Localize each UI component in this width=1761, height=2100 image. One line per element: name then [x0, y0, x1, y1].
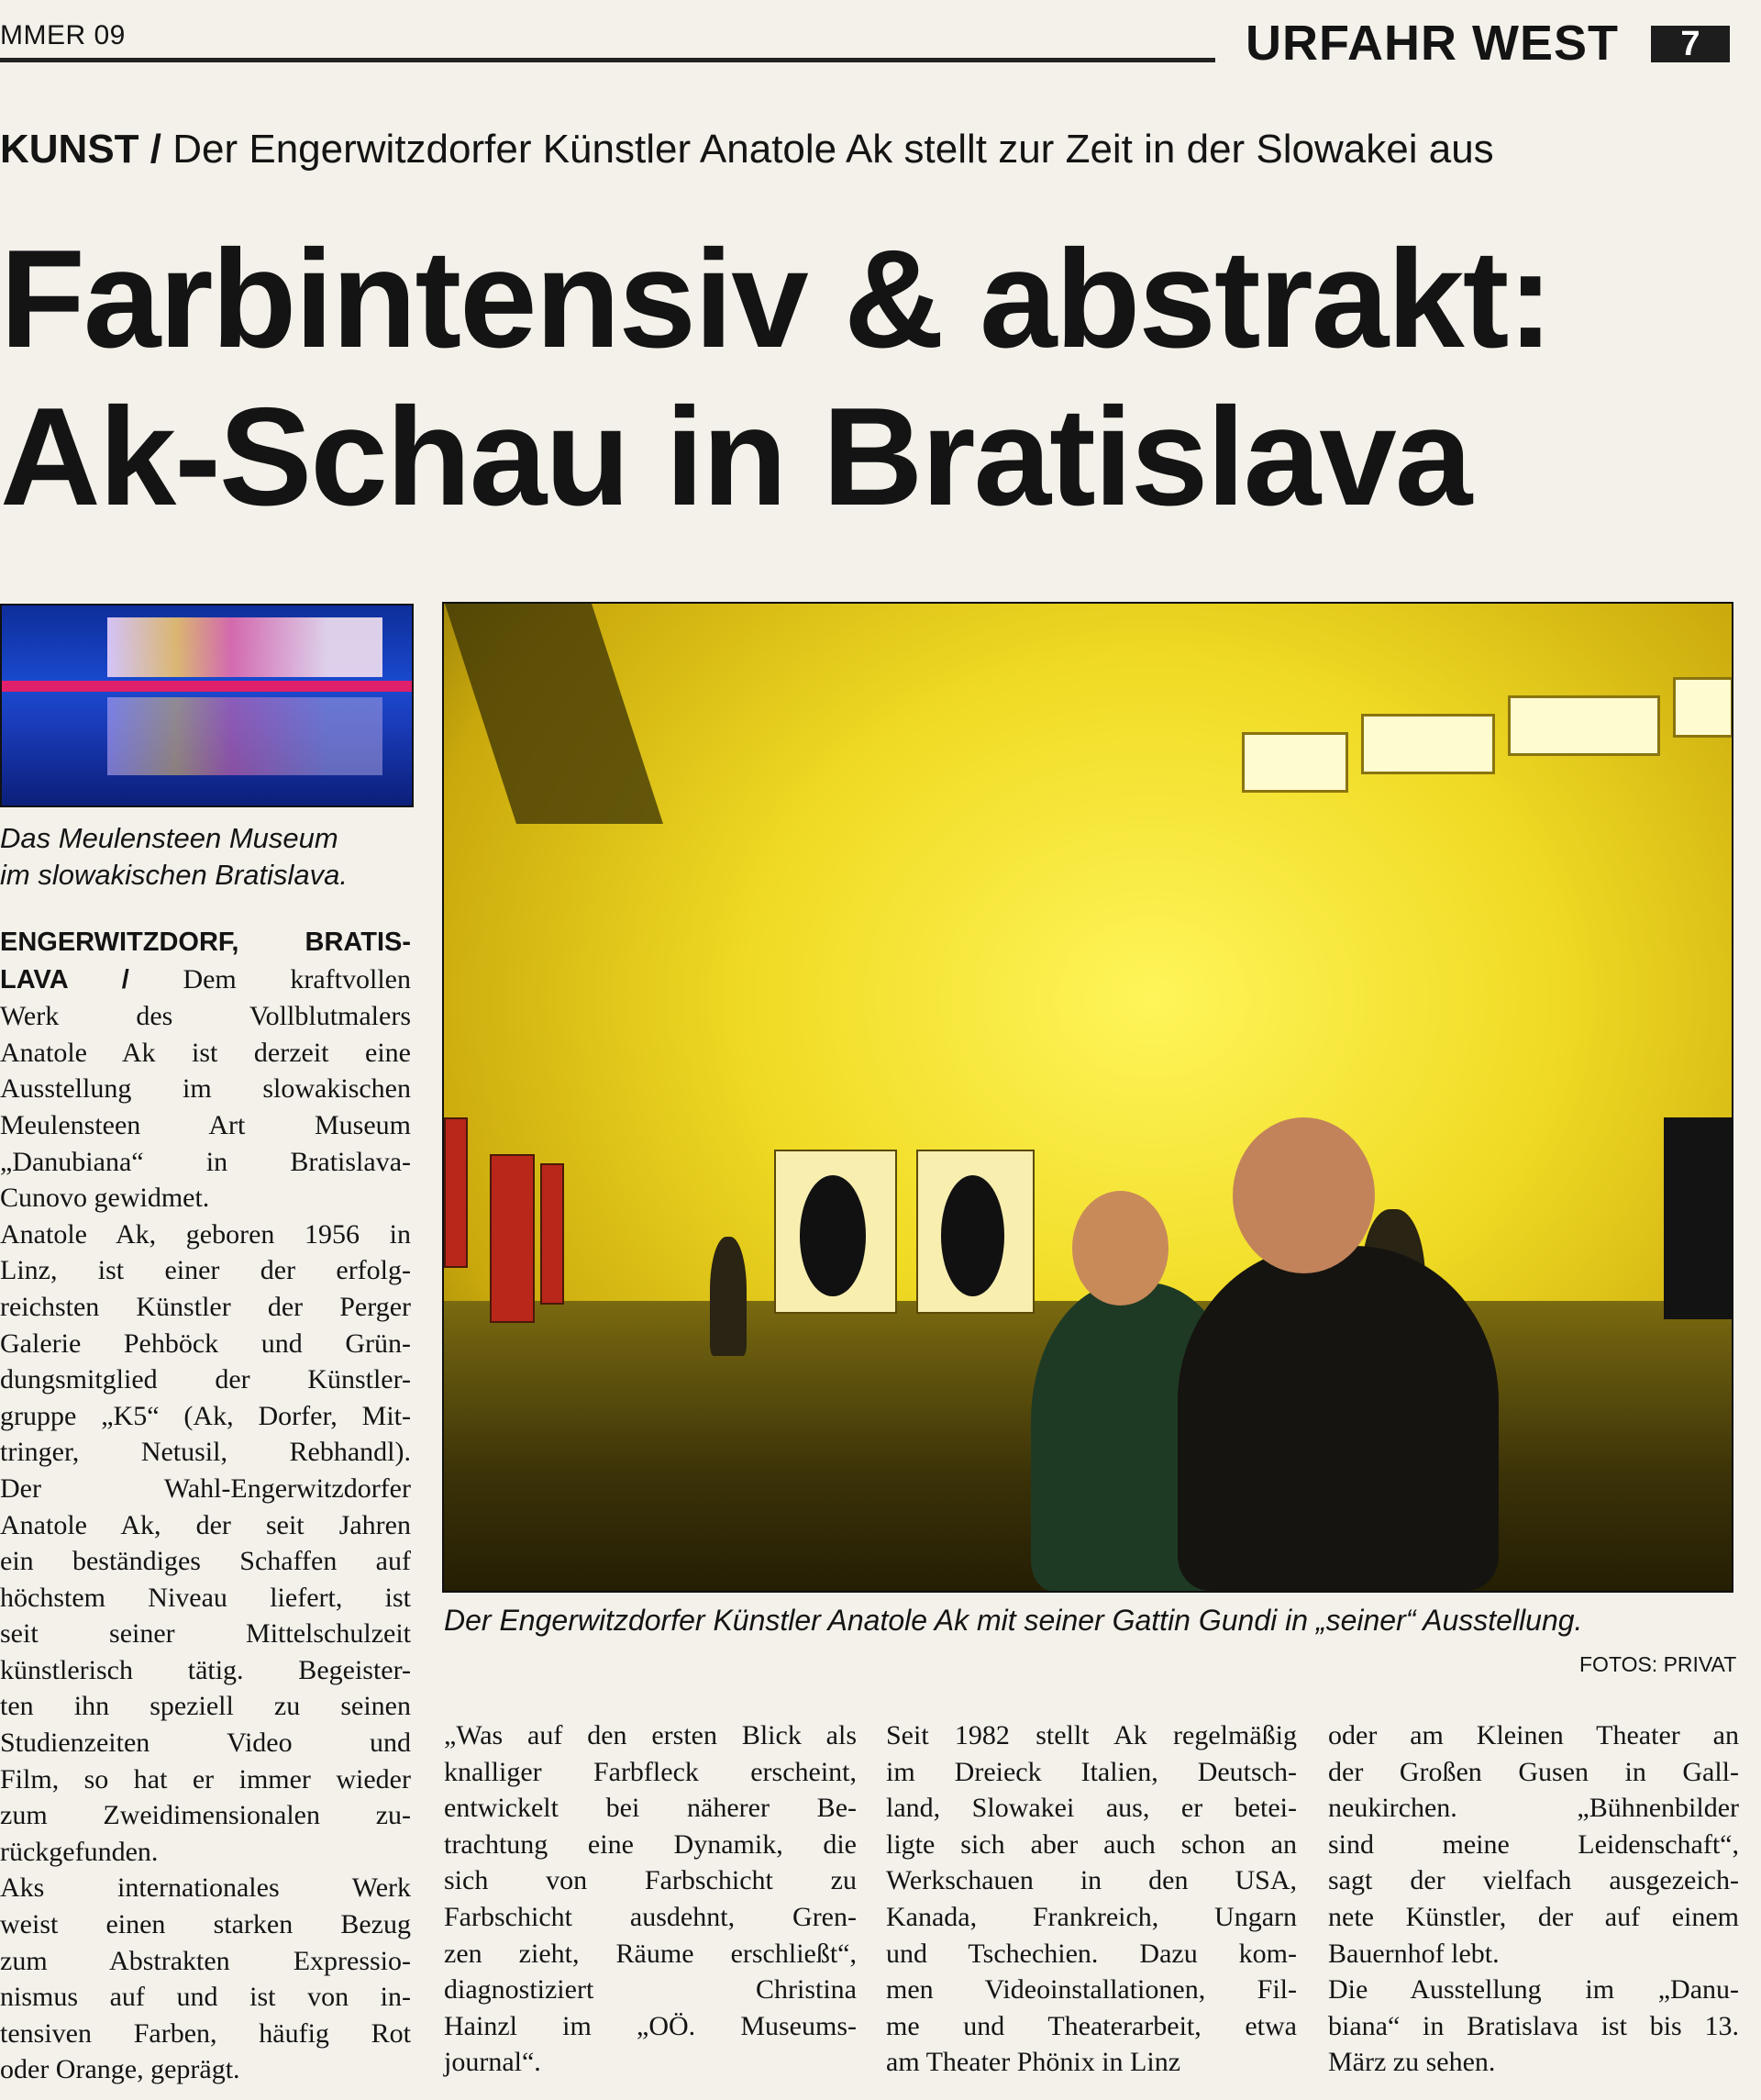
article-line: Seit 1982 stellt Ak regelmäßig [886, 1720, 1297, 1750]
article-line: ligte sich aber auch schon an [886, 1828, 1297, 1860]
kicker-label: KUNST / [0, 127, 161, 172]
article-line: Werkschauen in den USA, [886, 1865, 1297, 1896]
man-figure [1178, 1246, 1499, 1591]
headline [0, 220, 1552, 536]
article-line: land, Slowakei aus, er betei- [886, 1793, 1297, 1824]
article-line: Hainzl im „OÖ. Museums- [444, 2010, 857, 2041]
article-line: „Was auf den ersten Blick als [444, 1720, 857, 1750]
article-line: Werk des Vollblutmalers [0, 1001, 411, 1032]
man-head [1233, 1117, 1375, 1273]
article-line: Bauernhof lebt. [1328, 1938, 1500, 1969]
article-line: rückgefunden. [0, 1836, 159, 1867]
ceiling-beam [445, 604, 663, 824]
article-line: oder Orange, geprägt. [0, 2054, 240, 2085]
article-line: sich von Farbschicht zu [444, 1865, 857, 1896]
article-line: Der Wahl-Engerwitzdorfer [0, 1472, 411, 1504]
article-line: ten ihn speziell zu seinen [0, 1691, 411, 1722]
article-line: neukirchen. „Bühnenbilder [1328, 1793, 1739, 1824]
kicker-text: Der Engerwitzdorfer Künstler Anatole Ak stellt zur Zeit in der Slowakei aus [172, 127, 1494, 172]
bleed-through-text [459, 183, 844, 220]
museum-caption-line-2: im slowakischen Bratislava. [0, 859, 349, 891]
article-line: zen zieht, Räume erschließt“, [444, 1938, 857, 1969]
article-line: gruppe „K5“ (Ak, Dorfer, Mit- [0, 1400, 411, 1431]
museum-red-bar [2, 681, 412, 692]
article-line: diagnostiziert Christina [444, 1974, 857, 2006]
article-line: Aks internationales Werk [0, 1872, 411, 1904]
article-line: journal“. [444, 2047, 541, 2078]
article-line: biana“ in Bratislava ist bis 13. [1328, 2010, 1739, 2041]
kicker [0, 127, 1494, 172]
red-painting [490, 1154, 535, 1323]
article-line: weist einen starken Bezug [0, 1909, 411, 1940]
article-line: Anatole Ak, der seit Jahren [0, 1509, 411, 1540]
article-line: und Tschechien. Dazu kom- [886, 1938, 1297, 1969]
article-line: men Videoinstallationen, Fil- [886, 1974, 1297, 2006]
article-line: zum Zweidimensionalen zu- [0, 1800, 411, 1831]
abstract-painting [916, 1150, 1035, 1314]
article-line: im Dreieck Italien, Deutsch- [886, 1756, 1297, 1787]
article-line: Kanada, Frankreich, Ungarn [886, 1901, 1297, 1932]
article-line: Film, so hat er immer wieder [0, 1763, 411, 1794]
article-line: Studienzeiten Video und [0, 1728, 411, 1759]
article-line: höchstem Niveau liefert, ist [0, 1582, 411, 1613]
article-column-4 [1328, 1717, 1739, 2081]
article-line: knalliger Farbfleck erscheint, [444, 1756, 857, 1787]
gallery-window [1673, 677, 1733, 738]
article-line: tringer, Netusil, Rebhandl). [0, 1437, 411, 1468]
page-number: 7 [1651, 26, 1730, 62]
gallery-caption: Der Engerwitzdorfer Künstler Anatole Ak mit seiner Gattin Gundi in „seiner“ Ausstellung. [444, 1604, 1583, 1637]
issue-date-fragment: MMER 09 [0, 20, 126, 50]
article-line: me und Theaterarbeit, etwa [886, 2010, 1297, 2041]
gallery-window [1508, 695, 1660, 756]
article-line: März zu sehen. [1328, 2047, 1496, 2078]
headline-line-1: Farbintensiv & abstrakt: [0, 221, 1552, 377]
article-column-3 [886, 1717, 1297, 2081]
article-line: tensiven Farben, häufig Rot [0, 2017, 411, 2049]
article-line: dungsmitglied der Künstler- [0, 1364, 411, 1395]
article-column-2 [444, 1717, 857, 2081]
article-line: oder am Kleinen Theater an [1328, 1720, 1739, 1750]
article-line: zum Abstrakten Expressio- [0, 1945, 411, 1976]
red-painting [444, 1117, 468, 1268]
visitor-silhouette [710, 1237, 747, 1356]
museum-photo [0, 604, 414, 807]
article-line: trachtung eine Dynamik, die [444, 1828, 857, 1860]
article-line: ein beständiges Schaffen auf [0, 1546, 411, 1577]
article-line: Meulensteen Art Museum [0, 1109, 411, 1140]
article-line: nismus auf und ist von in- [0, 1982, 411, 2013]
article-line: „Danubiana“ in Bratislava- [0, 1146, 411, 1177]
article-line: Farbschicht ausdehnt, Gren- [444, 1901, 857, 1932]
article-line: sagt der vielfach ausgezeich- [1328, 1865, 1739, 1896]
museum-caption-line-1: Das Meulensteen Museum [0, 822, 338, 854]
article-line: ENGERWITZDORF, BRATIS- [0, 928, 411, 957]
museum-reflection [107, 697, 382, 775]
gallery-window [1361, 714, 1495, 774]
article-line: am Theater Phönix in Linz [886, 2047, 1181, 2078]
article-line: sind meine Leidenschaft“, [1328, 1828, 1739, 1860]
article-line: Die Ausstellung im „Danu- [1328, 1974, 1739, 2006]
woman-head [1072, 1191, 1168, 1306]
article-line: der Großen Gusen in Gall- [1328, 1756, 1739, 1787]
article-line: künstlerisch tätig. Begeister- [0, 1654, 411, 1685]
gallery-window [1242, 732, 1348, 793]
article-line: Galerie Pehböck und Grün- [0, 1328, 411, 1359]
article-line: Ausstellung im slowakischen [0, 1073, 411, 1105]
article-line: Anatole Ak, geboren 1956 in [0, 1218, 411, 1250]
article-line: Linz, ist einer der erfolg- [0, 1255, 411, 1286]
section-title: URFAHR WEST [1246, 16, 1619, 71]
dark-artwork [1664, 1117, 1732, 1319]
article-line: seit seiner Mittelschulzeit [0, 1618, 411, 1650]
article-line: Cunovo gewidmet. [0, 1183, 210, 1214]
gallery-photo [442, 602, 1733, 1593]
museum-building-shape [107, 617, 382, 677]
abstract-painting [774, 1150, 897, 1314]
photo-credit: FOTOS: PRIVAT [1579, 1652, 1737, 1676]
article-line: Anatole Ak ist derzeit eine [0, 1037, 411, 1068]
article-column-1 [0, 925, 411, 2088]
red-painting [540, 1163, 564, 1305]
article-line: LAVA / Dem kraftvollen [0, 963, 411, 994]
article-line: entwickelt bei näherer Be- [444, 1793, 857, 1824]
museum-caption [0, 820, 410, 894]
article-line: reichsten Künstler der Perger [0, 1291, 411, 1322]
headline-line-2: Ak-Schau in Bratislava [0, 379, 1471, 535]
header-rule [0, 58, 1215, 62]
article-line: nete Künstler, der auf einem [1328, 1901, 1739, 1932]
